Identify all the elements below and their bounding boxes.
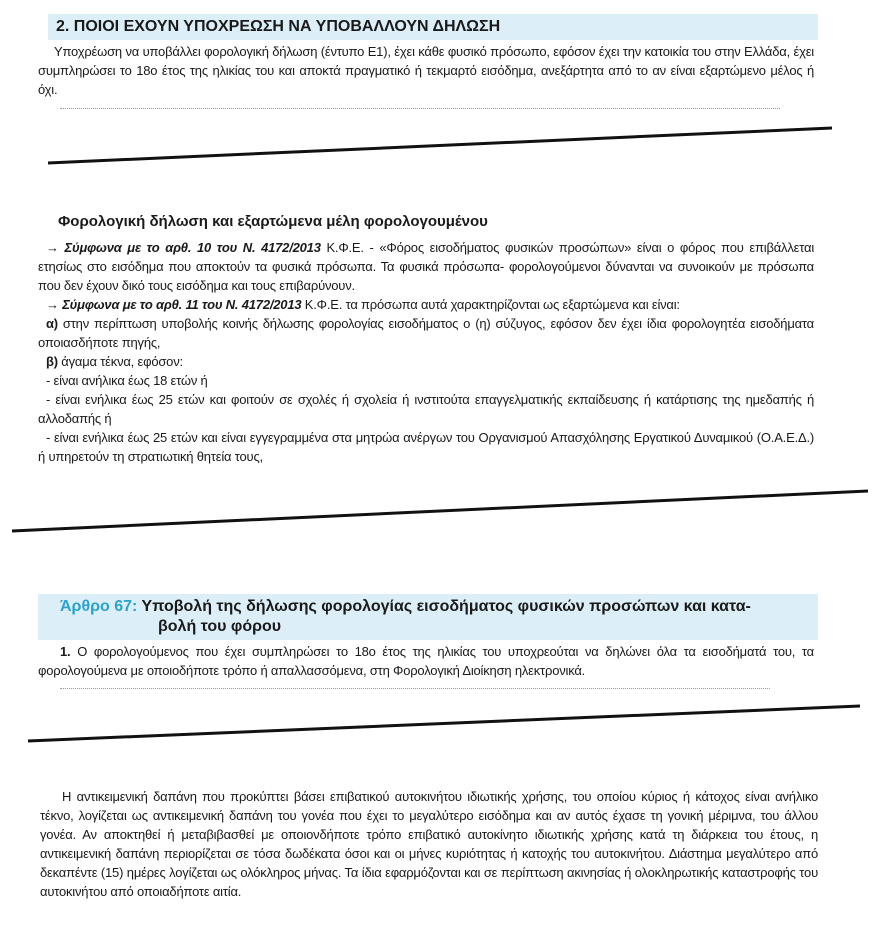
item-b-condition-1: - είναι ανήλικα έως 18 ετών ή [46,373,208,388]
article-67-label: Άρθρο 67: [60,598,138,615]
obligation-paragraph: Υποχρέωση να υποβάλλει φορολογική δήλωση (έντυπο Ε1), έχει κάθε φυσικό πρόσωπο, εφόσον έχει την κατοικία του στην Ελλάδα, έχει συμπληρώσει το 18ο έτος της ηλικίας του και αποκτά πραγματικό ή τεκμαρτό εισόδημα, ανεξάρτητα από το αν είναι εξαρτώμενο μέλος ή όχι. [38,44,814,97]
article-67-title-line2: βολή του φόρου [158,618,282,635]
article-67-paragraph [38,642,814,680]
article-11-text: Κ.Φ.Ε. τα πρόσωπα αυτά χαρακτηρίζονται ως εξαρτώμενα και είναι: [301,297,680,312]
item-b [38,352,814,371]
article-11-reference: → Σύμφωνα με το αρθ. 11 του Ν. 4172/2013 [46,297,302,312]
item-b-condition-3: - είναι ενήλικα έως 25 ετών και είναι εγγεγραμμένα στα μητρώα ανέργων του Οργανισμού Απασχόλησης Εργατικού Δυναμικού (Ο.Α.Ε.Δ.) ή υπηρετούν τη στρατιωτική θητεία τους, [38,430,814,464]
article-11-paragraph [38,295,814,314]
item-b-label: β) [46,354,58,369]
cut-text-fragment-2 [60,688,770,689]
article-67-heading [38,594,818,640]
item-a-label: α) [46,316,58,331]
item-a-text: στην περίπτωση υποβολής κοινής δήλωσης φορολογίας εισοδήματος ο (η) σύζυγος, εφόσον δεν έχει ίδια φορολογητέα εισοδήματα οποιασδήποτε πηγής, [38,316,814,350]
article-10-paragraph [38,238,814,295]
item-a [38,314,814,352]
article-10-text: Κ.Φ.Ε. - «Φόρος εισοδήματος φυσικών προσώπων» είναι ο φόρος που επιβάλλεται ετησίως στο εισόδημα που αποκτούν τα φυσικά πρόσωπα. Τα φυσικά πρόσωπα- φορολογούμενοι δύνανται να συνοικούν με πρόσωπα που δεν έχουν δικό τους εισόδημα και τους επιβαρύνουν. [38,240,815,293]
cut-text-fragment [60,108,780,109]
dependents-content [38,238,814,466]
article-67-title-text: Υποβολή της δήλωσης φορολογίας εισοδήματος φυσικών προσώπων και κατα- [141,598,751,615]
section-heading-obligation: 2. ΠΟΙΟΙ ΕΧΟΥΝ ΥΠΟΧΡΕΩΣΗ ΝΑ ΥΠΟΒΑΛΛΟΥΝ ΔΗΛΩΣΗ [48,14,818,40]
objective-expense-paragraph: Η αντικειμενική δαπάνη που προκύπτει βάσει επιβατικού αυτοκινήτου ιδιωτικής χρήσης, του οποίου κύριος ή κάτοχος είναι ανήλικο τέκνο, λογίζεται ως αντικειμενική δαπάνη του γονέα που έχει το μεγαλύτερο εισόδημα και αν αυτός έχασε τη γονική μέριμνα, του άλλου γονέα. Αν αποκτηθεί ή μεταβιβασθεί με οποιονδήποτε τρόπο επιβατικό αυτοκίνητο ιδιωτικής χρήσης κατά τη διάρκεια του έτους, η αντικειμενική δαπάνη περιορίζεται σε τόσα δωδέκατα όσοι και οι μήνες κυριότητας ή κατοχής του αυτοκινήτου. Διάστημα μεγαλύτερο από δεκαπέντε (15) ημέρες λογίζεται ως ολόκληρος μήνας. Τα ίδια εφαρμόζονται και σε περίπτωση ακινησίας ή ολοκληρωτικής καταστροφής του αυτοκινήτου από οποιαδήποτε αιτία. [40,789,818,899]
article-10-reference: → Σύμφωνα με το αρθ. 10 του Ν. 4172/2013 [46,240,321,255]
article-67-number: 1. [60,644,71,659]
item-b-condition-2: - είναι ενήλικα έως 25 ετών και φοιτούν σε σχολές ή σχολεία ή ινστιτούτα επαγγελματικής εκπαίδευσης ή κατάρτισης της ημεδαπής ή αλλοδαπής ή [38,392,814,426]
article-67-text: Ο φορολογούμενος που έχει συμπληρώσει το 18ο έτος της ηλικίας του υποχρεούται να δηλώνει όλα τα εισοδήματά του, τα φορολογούμενα με οποιοδήποτε τρόπο ή απαλλασσόμενα, στη Φορολογική Διοίκηση ηλεκτρονικά. [38,644,814,678]
article-67-title-line1 [60,597,810,617]
dependents-title: Φορολογική δήλωση και εξαρτώμενα μέλη φορολογουμένου [58,213,488,230]
item-b-text: άγαμα τέκνα, εφόσον: [57,354,183,369]
